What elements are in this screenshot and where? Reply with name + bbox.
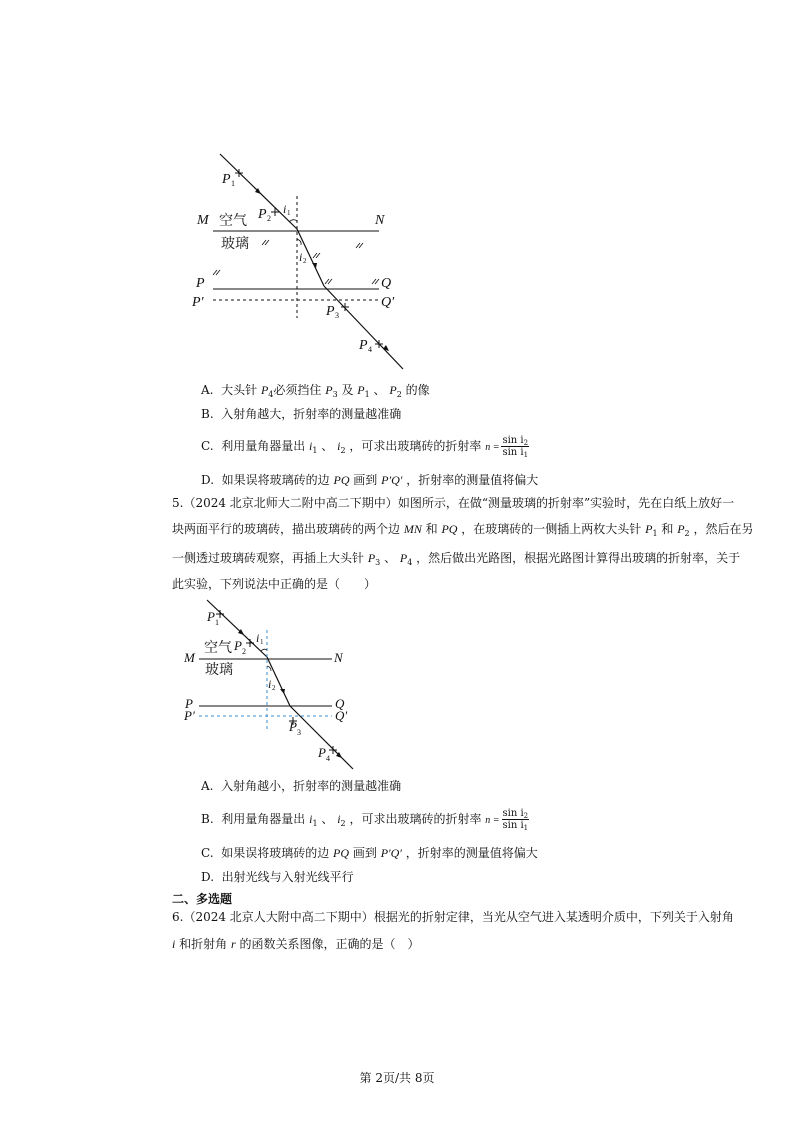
svg-text:P: P — [326, 304, 335, 319]
page-number: 第 2页/共 8页 — [359, 1071, 435, 1085]
svg-text:3: 3 — [297, 728, 301, 737]
q5-line-4: 此实验，下列说法中正确的是（ ） — [172, 577, 377, 591]
q5-line-3: 一侧透过玻璃砖观察，再插上大头针 $P_3$ 、 $P_4$ ，然后做出光路图，根据光路图计算得出玻璃的折射率，关于 — [172, 551, 741, 567]
svg-text:4: 4 — [326, 754, 330, 763]
q4-option-a: A. 大头针 $P_4$必须挡住 $P_3$ 及 $P_1$ 、 $P_2$ 的像 — [201, 383, 430, 399]
svg-text:i: i — [299, 250, 303, 264]
svg-text:P′: P′ — [192, 295, 204, 310]
svg-text:P: P — [258, 207, 267, 222]
svg-text:P: P — [185, 696, 193, 711]
q5-line-1: 5.（2024 北京北师大二附中高二下期中）如图所示，在做“测量玻璃的折射率”实验时，先在白纸上放好一 — [172, 496, 735, 510]
svg-text:P: P — [207, 609, 215, 624]
svg-text:P: P — [196, 276, 205, 291]
svg-text:N: N — [375, 213, 385, 228]
q5-option-a: A. 入射角越小，折射率的测量越准确 — [201, 779, 402, 793]
label-glass: 玻璃 — [221, 236, 249, 252]
svg-text:Q: Q — [335, 696, 345, 711]
svg-text:Q′: Q′ — [335, 708, 348, 723]
refraction-diagram-1 — [185, 148, 415, 373]
svg-text:1: 1 — [260, 638, 264, 646]
q5-option-c: C. 如果误将玻璃砖的边 PQ 画到 P′Q′ ，折射率的测量值将偏大 — [201, 846, 538, 860]
svg-text:i: i — [283, 202, 287, 216]
svg-text:2: 2 — [272, 684, 276, 692]
label-air: 空气 — [219, 213, 247, 229]
label-glass: 玻璃 — [205, 662, 233, 678]
svg-text:3: 3 — [335, 311, 339, 320]
arrow-icon — [383, 345, 389, 351]
svg-text:1: 1 — [215, 618, 219, 627]
section-title: 二、多选题 — [172, 892, 233, 906]
q6-line-2: i 和折射角 r 的函数关系图像，正确的是（ ） — [172, 937, 420, 951]
svg-text:Q: Q — [381, 276, 392, 291]
fraction: $\frac{\sin i_2}{\sin i_1}$ — [502, 435, 529, 459]
svg-text:1: 1 — [287, 209, 291, 217]
svg-text:P: P — [222, 172, 231, 187]
svg-text:i: i — [256, 631, 260, 645]
svg-text:P′: P′ — [184, 708, 195, 723]
q5-option-d: D. 出射光线与入射光线平行 — [201, 870, 354, 884]
q6-line-1: 6.（2024 北京人大附中高二下期中）根据光的折射定律，当光从空气进入某透明介质中，下列关于入射角 — [172, 910, 734, 924]
svg-text:Q′: Q′ — [381, 295, 395, 310]
svg-text:N: N — [334, 650, 343, 665]
q4-option-b: B. 入射角越大，折射率的测量越准确 — [201, 407, 402, 421]
svg-text:M: M — [184, 650, 195, 665]
svg-text:2: 2 — [267, 214, 271, 223]
label-air: 空气 — [204, 640, 232, 656]
svg-text:M: M — [197, 213, 209, 228]
svg-text:4: 4 — [368, 345, 372, 354]
q4-option-d: D. 如果误将玻璃砖的边 PQ 画到 P′Q′ ，折射率的测量值将偏大 — [201, 473, 539, 487]
svg-text:i: i — [268, 677, 272, 691]
svg-text:P: P — [359, 338, 368, 353]
refraction-diagram-2 — [180, 598, 360, 774]
svg-text:2: 2 — [242, 647, 246, 656]
q5-option-b: B. 利用量角器量出 $i_1$ 、 $i_2$ ，可求出玻璃砖的折射率 n = $\frac{\sin i_2}{\sin i_1}$ — [201, 808, 529, 832]
svg-text:1: 1 — [231, 179, 235, 188]
svg-text:P: P — [318, 745, 326, 760]
svg-text:P: P — [234, 638, 242, 653]
svg-text:2: 2 — [303, 257, 307, 265]
fraction: $\frac{\sin i_2}{\sin i_1}$ — [502, 808, 529, 832]
q5-line-2: 块两面平行的玻璃砖，描出玻璃砖的两个边 MN 和 PQ ，在玻璃砖的一侧插上两枚大头针 $P_1$ 和 $P_2$ ，然后在另 — [172, 522, 754, 538]
svg-text:P: P — [289, 719, 297, 734]
q4-option-c: C. 利用量角器量出 $i_1$ 、 $i_2$ ，可求出玻璃砖的折射率 n = $\frac{\sin i_2}{\sin i_1}$ — [201, 435, 529, 459]
